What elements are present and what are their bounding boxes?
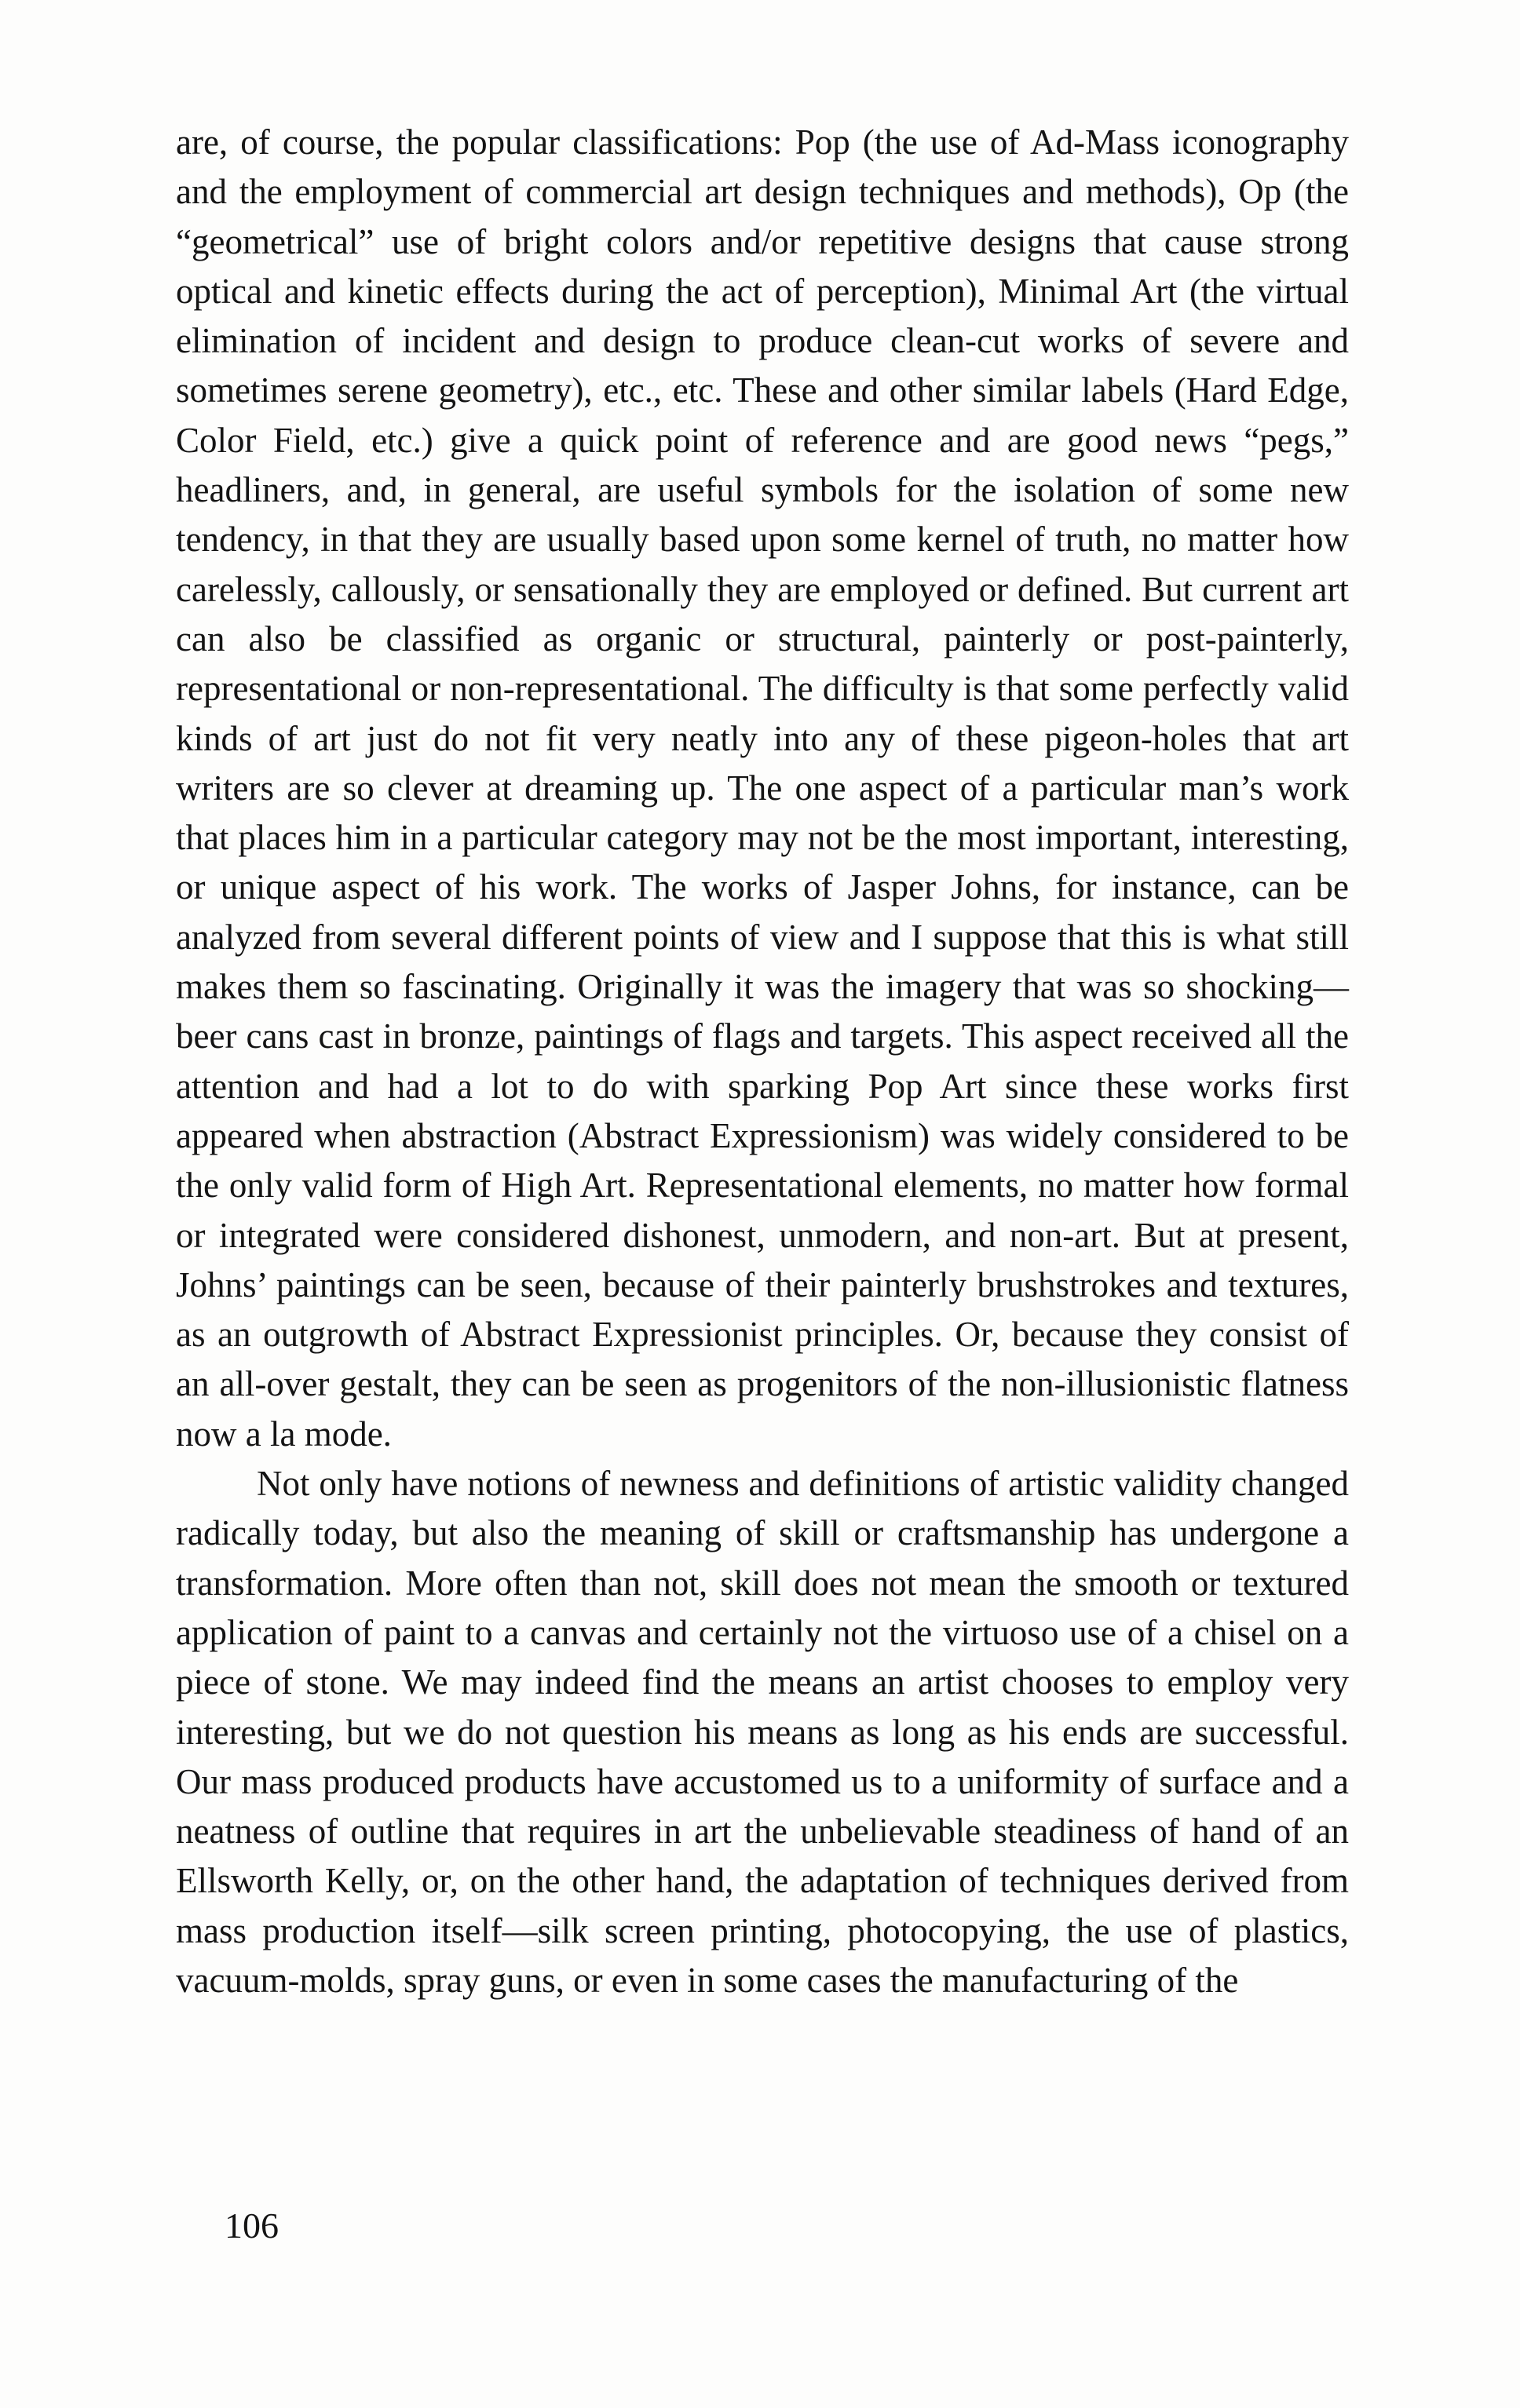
page-number: 106 [225,2206,279,2246]
paragraph-continuation: are, of course, the popular classifications: Pop (the use of Ad-Mass iconography and the employment of commercial art design techniques and methods), Op (the “geometrical” use of bright colors and/or repetitive designs that cause strong optical and kinetic effects during the act of perception), Minimal Art (the virtual elimination of incident and design to produce clean-cut works of severe and sometimes serene geometry), etc., etc. These and other similar labels (Hard Edge, Color Field, etc.) give a quick point of reference and are good news “pegs,” headliners, and, in general, are useful symbols for the isolation of some new tendency, in that they are usually based upon some kernel of truth, no matter how carelessly, callously, or sensationally they are employed or defined. But current art can also be classified as organic or structural, painterly or post-painterly, representational or non-representational. The difficulty is that some perfectly valid kinds of art just do not fit very neatly into any of these pigeon-holes that art writers are so clever at dreaming up. The one aspect of a particular man’s work that places him in a particular category may not be the most important, interesting, or unique aspect of his work. The works of Jasper Johns, for instance, can be analyzed from several different points of view and I suppose that this is what still makes them so fascinating. Originally it was the imagery that was so shocking—beer cans cast in bronze, paintings of flags and targets. This aspect received all the attention and had a lot to do with sparking Pop Art since these works first appeared when abstraction (Abstract Expressionism) was widely considered to be the only valid form of High Art. Representational elements, no matter how formal or integrated were considered dishonest, unmodern, and non-art. But at present, Johns’ paintings can be seen, because of their painterly brushstrokes and textures, as an outgrowth of Abstract Expressionist principles. Or, because they consist of an all-over gestalt, they can be seen as progenitors of the non-illusionistic flatness now a la mode. [176,122,1349,1454]
paragraph-skill: Not only have notions of newness and definitions of artistic validity changed radically today, but also the meaning of skill or craftsmanship has undergone a transformation. More often than not, skill does not mean the smooth or textured application of paint to a canvas and certainly not the virtuoso use of a chisel on a piece of stone. We may indeed find the means an artist chooses to employ very interesting, but we do not question his means as long as his ends are successful. Our mass produced products have accustomed us to a uniformity of surface and a neatness of outline that requires in art the unbelievable steadiness of hand of an Ellsworth Kelly, or, on the other hand, the adaptation of techniques derived from mass production itself—silk screen printing, photocopying, the use of plastics, vacuum-molds, spray guns, or even in some cases the manufacturing of the [176,1464,1349,2000]
body-text [176,118,1349,2005]
